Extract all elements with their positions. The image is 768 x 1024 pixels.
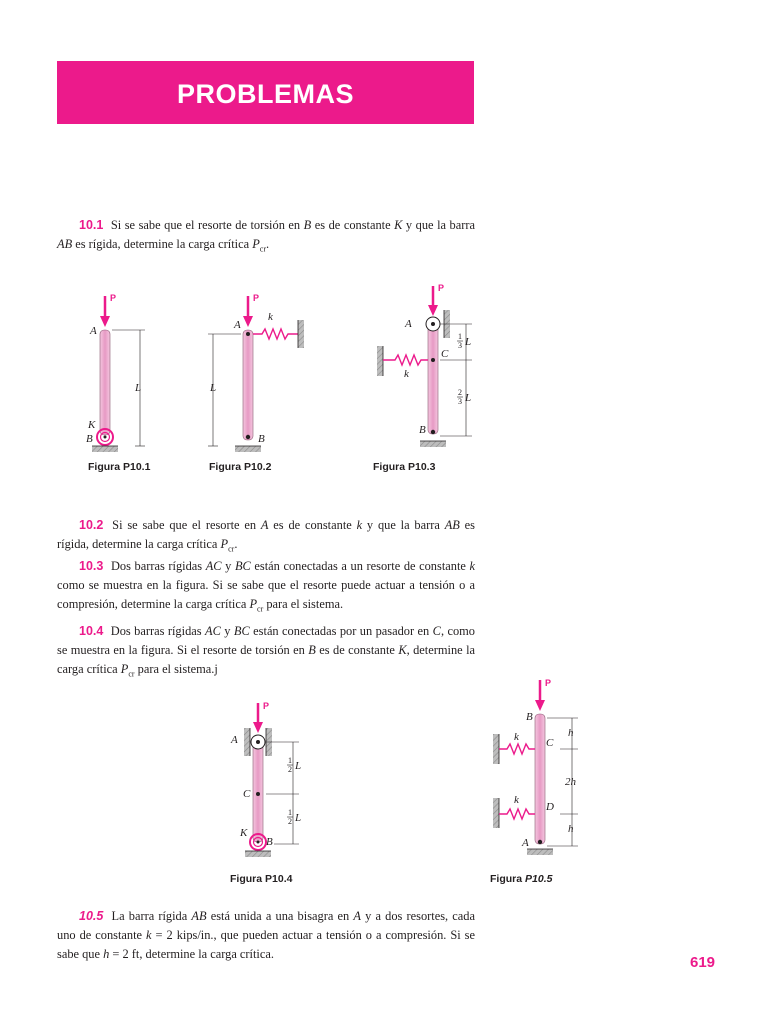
load-arrow-icon: [100, 296, 110, 327]
ground-support-icon: [527, 849, 553, 855]
wall-support-icon: [377, 346, 383, 376]
point-label-a: A: [231, 734, 238, 746]
figure-p10-3: [377, 283, 472, 447]
height-label: 2h: [565, 776, 576, 788]
point-label-b: B: [258, 433, 265, 445]
svg-text:2: 2: [288, 765, 292, 774]
point-label-a: A: [90, 325, 97, 337]
problem-10-1: 10.1 Si se sabe que el resorte de torsión en B es de constante K y que la barra AB es rígida, determine la carga crítica $P_{cr}$.: [57, 218, 475, 254]
figure-caption-p10-3: Figura P10.3: [373, 461, 436, 473]
spring-label: K: [240, 827, 248, 839]
wall-support-icon: [493, 734, 499, 764]
load-arrow-icon: [535, 680, 545, 711]
spring-icon: [383, 355, 428, 365]
point-label-b: B: [419, 424, 426, 436]
page-number: 619: [690, 954, 716, 971]
svg-text:1: 1: [458, 332, 462, 341]
point-label-a: A: [405, 318, 412, 330]
load-arrow-icon: [243, 296, 253, 327]
spring-icon: [499, 809, 535, 819]
rigid-bar: [428, 322, 438, 434]
load-label: P: [110, 293, 117, 303]
ground-support-icon: [92, 446, 118, 452]
height-label: h: [568, 727, 574, 739]
figure-p10-4: [230, 701, 301, 857]
ground-support-icon: [420, 441, 446, 447]
problem-number: 10.1: [79, 218, 104, 232]
length-label: L: [465, 336, 472, 348]
spring-label: k: [404, 368, 409, 380]
point-label-a: A: [234, 319, 241, 331]
figure-p10-5: [493, 678, 578, 855]
figure-caption-p10-1: Figura P10.1: [88, 461, 151, 473]
svg-text:1: 1: [288, 808, 292, 817]
spring-icon: [499, 744, 535, 754]
problem-number: 10.4: [79, 624, 104, 638]
length-label: L: [295, 812, 302, 824]
point-label-a: A: [522, 837, 529, 849]
point-label-c: C: [546, 737, 554, 749]
svg-text:1: 1: [288, 756, 292, 765]
rigid-bar: [535, 714, 545, 844]
length-label: L: [465, 392, 472, 404]
figure-caption-p10-5: Figura P10.5: [490, 873, 553, 885]
wall-support-icon: [244, 728, 250, 756]
wall-support-icon: [298, 320, 304, 348]
ground-support-icon: [245, 851, 271, 857]
spring-label: k: [268, 311, 273, 323]
rigid-bar: [253, 740, 263, 842]
problem-number: 10.3: [79, 559, 104, 573]
point-label-d: D: [546, 801, 554, 813]
point-label-b: B: [86, 433, 93, 445]
figure-caption-p10-4: Figura P10.4: [230, 873, 293, 885]
height-label: h: [568, 823, 574, 835]
page-title: PROBLEMAS: [176, 79, 354, 109]
svg-text:2: 2: [458, 388, 462, 397]
point-label-c: C: [441, 348, 449, 360]
figure-p10-1: [86, 293, 145, 452]
point-label-b: B: [526, 711, 533, 723]
point-label-c: C: [243, 788, 251, 800]
svg-text:3: 3: [458, 397, 462, 406]
problem-10-2: 10.2 Si se sabe que el resorte en A es de constante k y que la barra AB es rígida, determine la carga crítica $P_{cr}$.: [57, 518, 476, 554]
rigid-bar: [100, 330, 110, 435]
spring-label: k: [514, 794, 519, 806]
load-label: P: [253, 293, 260, 303]
svg-text:2: 2: [288, 817, 292, 826]
problem-10-5: 10.5 La barra rígida AB está unida a una bisagra en A y a dos resortes, cada uno de constante k = 2 kips/in., que pueden actuar a tensión o a compresión. Si se sabe que h = 2 ft, determine la carga crítica.: [57, 909, 475, 961]
svg-text:3: 3: [458, 341, 462, 350]
ground-support-icon: [235, 446, 261, 452]
length-label: L: [135, 382, 142, 394]
load-label: P: [438, 283, 445, 293]
length-label: L: [210, 382, 217, 394]
load-label: P: [263, 701, 270, 711]
load-label: P: [545, 678, 552, 688]
dimension-line: [266, 742, 302, 844]
length-label: L: [295, 760, 302, 772]
spring-icon: [253, 329, 298, 339]
figure-p10-2: [208, 293, 304, 452]
load-arrow-icon: [253, 703, 263, 733]
problem-10-3: 10.3 Dos barras rígidas AC y BC están conectadas a un resorte de constante k como se muestra en la figura. Si se sabe que el resorte puede actuar a tensión o a compresión, determine la carga crítica $P_{cr}$ para el sistema.: [57, 559, 475, 614]
wall-support-icon: [493, 798, 499, 828]
load-arrow-icon: [428, 286, 438, 316]
problem-number: 10.5: [79, 909, 104, 923]
spring-label: k: [514, 731, 519, 743]
problem-number: 10.2: [79, 518, 104, 532]
point-label-b: B: [266, 836, 273, 848]
spring-label: K: [88, 419, 96, 431]
rigid-bar: [243, 330, 253, 440]
figure-caption-p10-2: Figura P10.2: [209, 461, 272, 473]
problem-10-4: 10.4 Dos barras rígidas AC y BC están conectadas por un pasador en C, como se muestra en la figura. Si el resorte de torsión en B es de constante K, determine la carga crítica $P_{cr}$ para el sistema.j: [57, 624, 476, 679]
